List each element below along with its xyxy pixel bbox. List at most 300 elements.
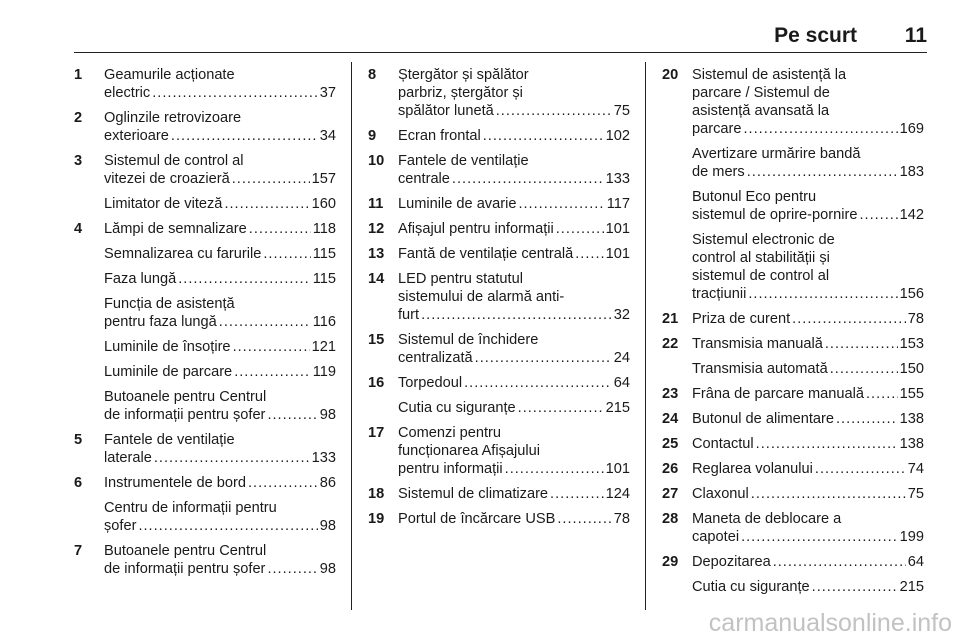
entry-page-ref[interactable]: 32 [613, 307, 630, 323]
dot-leader [575, 245, 603, 263]
index-entry [368, 485, 630, 503]
entry-page-ref[interactable]: 98 [319, 561, 336, 577]
entry-body [74, 270, 336, 288]
entry-last-line [104, 84, 336, 102]
entry-page-ref[interactable]: 116 [312, 314, 336, 330]
index-entry [662, 510, 924, 546]
index-entry [74, 220, 336, 238]
entry-number: 2 [74, 110, 83, 126]
entry-body [368, 66, 630, 120]
entry-body [368, 399, 630, 417]
index-entry [368, 152, 630, 188]
entry-page-ref[interactable]: 102 [605, 128, 630, 144]
entry-number: 22 [662, 336, 679, 352]
index-entry [74, 338, 336, 356]
entry-text-line: parbriz, ștergător și [398, 85, 523, 101]
entry-last-line [398, 485, 630, 503]
entry-number: 21 [662, 311, 679, 327]
entry-body [368, 127, 630, 145]
entry-page-ref[interactable]: 115 [312, 246, 336, 262]
dot-leader [836, 410, 898, 428]
entry-body [662, 435, 924, 453]
index-entry [74, 542, 336, 578]
dot-leader [421, 306, 612, 324]
entry-text-line: Claxonul [692, 486, 749, 502]
index-column-2 [368, 66, 630, 535]
entry-body [662, 66, 924, 138]
entry-text-line: Priza de curent [692, 311, 791, 327]
entry-text-line: de mers [692, 164, 745, 180]
dot-leader [825, 335, 898, 353]
index-entry [368, 374, 630, 392]
entry-number: 5 [74, 432, 83, 448]
page-number: 11 [904, 24, 927, 47]
entry-last-line [104, 220, 336, 238]
entry-text-line: Lămpi de semnalizare [104, 221, 247, 237]
index-entry [368, 424, 630, 478]
entry-last-line [692, 206, 924, 224]
dot-leader [464, 374, 612, 392]
entry-text-line: Butoanele pentru Centrul [104, 543, 267, 559]
entry-body [74, 474, 336, 492]
entry-text-line: Sistemul de închidere [398, 332, 539, 348]
entry-page-ref[interactable]: 215 [899, 579, 924, 595]
index-entry [662, 335, 924, 353]
index-entry [662, 410, 924, 428]
entry-text-line: parcare / Sistemul de [692, 85, 830, 101]
entry-number: 13 [368, 246, 385, 262]
entry-text-line: tracțiunii [692, 286, 747, 302]
entry-page-ref[interactable]: 78 [907, 311, 924, 327]
entry-text-line: spălător lunetă [398, 103, 494, 119]
entry-number: 12 [368, 221, 385, 237]
entry-last-line [692, 385, 924, 403]
entry-text-line: Comenzi pentru [398, 425, 502, 441]
entry-page-ref[interactable]: 64 [613, 375, 630, 391]
entry-last-line [104, 560, 336, 578]
entry-text-line: Sistemul de asistență la [692, 67, 847, 83]
entry-page-ref[interactable]: 37 [319, 85, 336, 101]
entry-body [662, 410, 924, 428]
dot-leader [556, 220, 604, 238]
entry-body [74, 245, 336, 263]
entry-body [74, 295, 336, 331]
entry-page-ref[interactable]: 150 [899, 361, 924, 377]
entry-page-ref[interactable]: 138 [899, 436, 924, 452]
entry-text-line: Funcția de asistență [104, 296, 235, 312]
index-entry [662, 578, 924, 596]
dot-leader [248, 474, 318, 492]
entry-text-line: Faza lungă [104, 271, 177, 287]
entry-number: 1 [74, 67, 83, 83]
entry-last-line [692, 578, 924, 596]
index-entry [74, 363, 336, 381]
entry-last-line [692, 120, 924, 138]
entry-number: 4 [74, 221, 83, 237]
entry-text-line: laterale [104, 450, 152, 466]
dot-leader [263, 245, 310, 263]
entry-body [368, 195, 630, 213]
entry-number: 6 [74, 475, 83, 491]
entry-text-line: vitezei de croazieră [104, 171, 230, 187]
entry-body [662, 360, 924, 378]
entry-text-line: Oglinzile retrovizoare [104, 110, 242, 126]
entry-number: 9 [368, 128, 377, 144]
entry-last-line [398, 306, 630, 324]
entry-last-line [104, 474, 336, 492]
entry-page-ref[interactable]: 169 [899, 121, 924, 137]
entry-page-ref[interactable]: 24 [613, 350, 630, 366]
entry-text-line: Avertizare urmărire bandă [692, 146, 861, 162]
entry-last-line [692, 360, 924, 378]
entry-text-line: Luminile de parcare [104, 364, 233, 380]
dot-leader [743, 120, 897, 138]
index-entry [74, 195, 336, 213]
dot-leader [267, 406, 317, 424]
dot-leader [178, 270, 311, 288]
entry-text-line: sistemului de alarmă anti- [398, 289, 565, 305]
entry-body [74, 220, 336, 238]
entry-last-line [692, 310, 924, 328]
column-divider [351, 62, 352, 610]
entry-number: 16 [368, 375, 385, 391]
entry-text-line: asistență avansată la [692, 103, 830, 119]
index-entry [74, 152, 336, 188]
entry-last-line [692, 553, 924, 571]
entry-body [662, 460, 924, 478]
entry-text-line: funcționarea Afișajului [398, 443, 540, 459]
entry-text-line: de informații pentru șofer [104, 407, 266, 423]
entry-body [662, 231, 924, 303]
entry-page-ref[interactable]: 118 [312, 221, 336, 237]
entry-last-line [692, 335, 924, 353]
entry-page-ref[interactable]: 98 [319, 518, 336, 534]
page-header [74, 22, 927, 52]
entry-body [74, 152, 336, 188]
dot-leader [748, 285, 897, 303]
entry-body [368, 374, 630, 392]
entry-text-line: Contactul [692, 436, 754, 452]
entry-number: 8 [368, 67, 377, 83]
entry-text-line: Cutia cu siguranțe [398, 400, 516, 416]
index-entry [662, 553, 924, 571]
entry-last-line [398, 170, 630, 188]
entry-page-ref[interactable]: 101 [605, 461, 630, 477]
dot-leader [747, 163, 898, 181]
entry-text-line: Ecran frontal [398, 128, 481, 144]
index-entry [368, 510, 630, 528]
index-entry [368, 245, 630, 263]
entry-text-line: exterioare [104, 128, 169, 144]
dot-leader [483, 127, 604, 145]
entry-body [368, 220, 630, 238]
index-column-1 [74, 66, 336, 585]
entry-last-line [104, 363, 336, 381]
entry-text-line: Butonul Eco pentru [692, 189, 817, 205]
entry-text-line: Butonul de alimentare [692, 411, 834, 427]
dot-leader [219, 313, 311, 331]
entry-page-ref[interactable]: 157 [311, 171, 336, 187]
dot-leader [267, 560, 317, 578]
entry-text-line: Sistemul de control al [104, 153, 244, 169]
entry-number: 14 [368, 271, 385, 287]
entry-page-ref[interactable]: 153 [899, 336, 924, 352]
dot-leader [773, 553, 906, 571]
entry-body [74, 338, 336, 356]
entry-page-ref[interactable]: 215 [605, 400, 630, 416]
entry-page-ref[interactable]: 34 [319, 128, 336, 144]
entry-last-line [104, 449, 336, 467]
entry-last-line [692, 163, 924, 181]
entry-last-line [104, 245, 336, 263]
entry-number: 28 [662, 511, 679, 527]
entry-last-line [692, 410, 924, 428]
entry-number: 27 [662, 486, 679, 502]
index-entry [662, 485, 924, 503]
entry-last-line [398, 245, 630, 263]
dot-leader [550, 485, 604, 503]
entry-text-line: Fantele de ventilație [398, 153, 529, 169]
entry-body [74, 363, 336, 381]
entry-text-line: Luminile de avarie [398, 196, 517, 212]
entry-text-line: capotei [692, 529, 740, 545]
entry-body [662, 385, 924, 403]
entry-page-ref[interactable]: 115 [312, 271, 336, 287]
entry-body [74, 542, 336, 578]
entry-body [74, 388, 336, 424]
dot-leader [138, 517, 317, 535]
entry-last-line [104, 127, 336, 145]
entry-text-line: Centru de informații pentru [104, 500, 277, 516]
entry-number: 20 [662, 67, 679, 83]
index-entry [662, 231, 924, 303]
watermark: carmanualsonline.info [708, 609, 952, 637]
entry-text-line: Instrumentele de bord [104, 475, 246, 491]
entry-number: 23 [662, 386, 679, 402]
dot-leader [224, 195, 309, 213]
entry-body [74, 431, 336, 467]
entry-number: 29 [662, 554, 679, 570]
entry-text-line: de informații pentru șofer [104, 561, 266, 577]
entry-text-line: Maneta de deblocare a [692, 511, 842, 527]
entry-text-line: Cutia cu siguranțe [692, 579, 810, 595]
entry-page-ref[interactable]: 74 [907, 461, 924, 477]
entry-text-line: Sistemul electronic de [692, 232, 835, 248]
entry-page-ref[interactable]: 124 [605, 486, 630, 502]
entry-last-line [398, 220, 630, 238]
entry-text-line: Depozitarea [692, 554, 771, 570]
index-entry [368, 399, 630, 417]
entry-last-line [692, 460, 924, 478]
entry-text-line: Geamurile acționate [104, 67, 235, 83]
entry-last-line [104, 270, 336, 288]
entry-body [662, 188, 924, 224]
dot-leader [518, 195, 604, 213]
entry-text-line: sistemul de oprire-pornire [692, 207, 858, 223]
entry-page-ref[interactable]: 133 [311, 450, 336, 466]
entry-page-ref[interactable]: 119 [312, 364, 336, 380]
entry-text-line: Sistemul de climatizare [398, 486, 549, 502]
index-entry [662, 188, 924, 224]
entry-last-line [398, 399, 630, 417]
entry-text-line: Transmisia automată [692, 361, 828, 377]
entry-body [368, 331, 630, 367]
entry-number: 17 [368, 425, 385, 441]
entry-last-line [692, 435, 924, 453]
index-entry [662, 460, 924, 478]
entry-last-line [692, 285, 924, 303]
entry-number: 15 [368, 332, 385, 348]
entry-page-ref[interactable]: 156 [899, 286, 924, 302]
entry-last-line [104, 313, 336, 331]
entry-page-ref[interactable]: 138 [899, 411, 924, 427]
entry-page-ref[interactable]: 98 [319, 407, 336, 423]
entry-text-line: Butoanele pentru Centrul [104, 389, 267, 405]
entry-body [368, 424, 630, 478]
entry-page-ref[interactable]: 121 [311, 339, 336, 355]
index-entry [74, 245, 336, 263]
entry-number: 18 [368, 486, 385, 502]
entry-body [368, 152, 630, 188]
entry-text-line: Portul de încărcare USB [398, 511, 556, 527]
entry-text-line: Ștergător și spălător [398, 67, 529, 83]
dot-leader [232, 170, 310, 188]
entry-text-line: electric [104, 85, 151, 101]
entry-body [368, 245, 630, 263]
entry-last-line [398, 374, 630, 392]
dot-leader [741, 528, 898, 546]
entry-page-ref[interactable]: 78 [613, 511, 630, 527]
entry-number: 24 [662, 411, 679, 427]
index-entry [662, 435, 924, 453]
index-entry [368, 331, 630, 367]
section-title: Pe scurt [774, 24, 857, 47]
entry-last-line [104, 517, 336, 535]
index-entry [662, 145, 924, 181]
index-column-3 [662, 66, 924, 603]
entry-page-ref[interactable]: 142 [899, 207, 924, 223]
entry-body [368, 485, 630, 503]
dot-leader [171, 127, 318, 145]
entry-last-line [398, 349, 630, 367]
entry-body [74, 195, 336, 213]
entry-text-line: Reglarea volanului [692, 461, 813, 477]
entry-text-line: Luminile de însoțire [104, 339, 231, 355]
entry-text-line: Semnalizarea cu farurile [104, 246, 262, 262]
header-rule [74, 52, 927, 53]
entry-text-line: pentru faza lungă [104, 314, 217, 330]
index-entry [662, 66, 924, 138]
entry-last-line [398, 127, 630, 145]
entry-page-ref[interactable]: 199 [899, 529, 924, 545]
dot-leader [812, 578, 898, 596]
dot-leader [859, 206, 897, 224]
entry-page-ref[interactable]: 183 [899, 164, 924, 180]
dot-leader [518, 399, 604, 417]
entry-page-ref[interactable]: 75 [907, 486, 924, 502]
index-entry [662, 360, 924, 378]
entry-page-ref[interactable]: 160 [311, 196, 336, 212]
dot-leader [756, 435, 898, 453]
index-entry [74, 109, 336, 145]
index-entry [74, 270, 336, 288]
entry-page-ref[interactable]: 64 [907, 554, 924, 570]
entry-body [662, 510, 924, 546]
entry-text-line: sistemul de control al [692, 268, 830, 284]
index-entry [368, 220, 630, 238]
index-entry [74, 499, 336, 535]
index-entry [74, 66, 336, 102]
entry-last-line [398, 195, 630, 213]
dot-leader [496, 102, 612, 120]
index-entry [368, 270, 630, 324]
entry-last-line [104, 406, 336, 424]
dot-leader [557, 510, 611, 528]
entry-body [662, 553, 924, 571]
entry-last-line [692, 528, 924, 546]
index-entry [74, 474, 336, 492]
index-entry [368, 66, 630, 120]
entry-last-line [398, 510, 630, 528]
entry-body [368, 270, 630, 324]
entry-text-line: centralizată [398, 350, 473, 366]
entry-last-line [104, 170, 336, 188]
entry-number: 19 [368, 511, 385, 527]
entry-number: 7 [74, 543, 83, 559]
index-entry [662, 385, 924, 403]
index-entry [662, 310, 924, 328]
entry-text-line: parcare [692, 121, 742, 137]
entry-page-ref[interactable]: 133 [605, 171, 630, 187]
entry-text-line: Fantă de ventilație centrală [398, 246, 574, 262]
dot-leader [152, 84, 318, 102]
dot-leader [866, 385, 898, 403]
entry-last-line [692, 485, 924, 503]
dot-leader [475, 349, 612, 367]
entry-number: 25 [662, 436, 679, 452]
entry-page-ref[interactable]: 101 [605, 221, 630, 237]
index-entry [74, 431, 336, 467]
entry-text-line: Afișajul pentru informații [398, 221, 554, 237]
dot-leader [751, 485, 906, 503]
dot-leader [154, 449, 310, 467]
dot-leader [830, 360, 898, 378]
entry-text-line: Torpedoul [398, 375, 463, 391]
entry-last-line [398, 102, 630, 120]
entry-body [662, 485, 924, 503]
dot-leader [452, 170, 604, 188]
index-entry [74, 388, 336, 424]
entry-body [74, 499, 336, 535]
entry-page-ref[interactable]: 86 [319, 475, 336, 491]
entry-number: 3 [74, 153, 83, 169]
entry-page-ref[interactable]: 117 [606, 196, 630, 212]
entry-body [74, 66, 336, 102]
index-entry [368, 195, 630, 213]
entry-body [662, 145, 924, 181]
dot-leader [815, 460, 906, 478]
entry-text-line: pentru informații [398, 461, 503, 477]
dot-leader [792, 310, 906, 328]
entry-page-ref[interactable]: 75 [613, 103, 630, 119]
entry-body [74, 109, 336, 145]
entry-last-line [398, 460, 630, 478]
dot-leader [249, 220, 311, 238]
dot-leader [505, 460, 604, 478]
entry-page-ref[interactable]: 101 [605, 246, 630, 262]
entry-page-ref[interactable]: 155 [899, 386, 924, 402]
entry-last-line [104, 338, 336, 356]
